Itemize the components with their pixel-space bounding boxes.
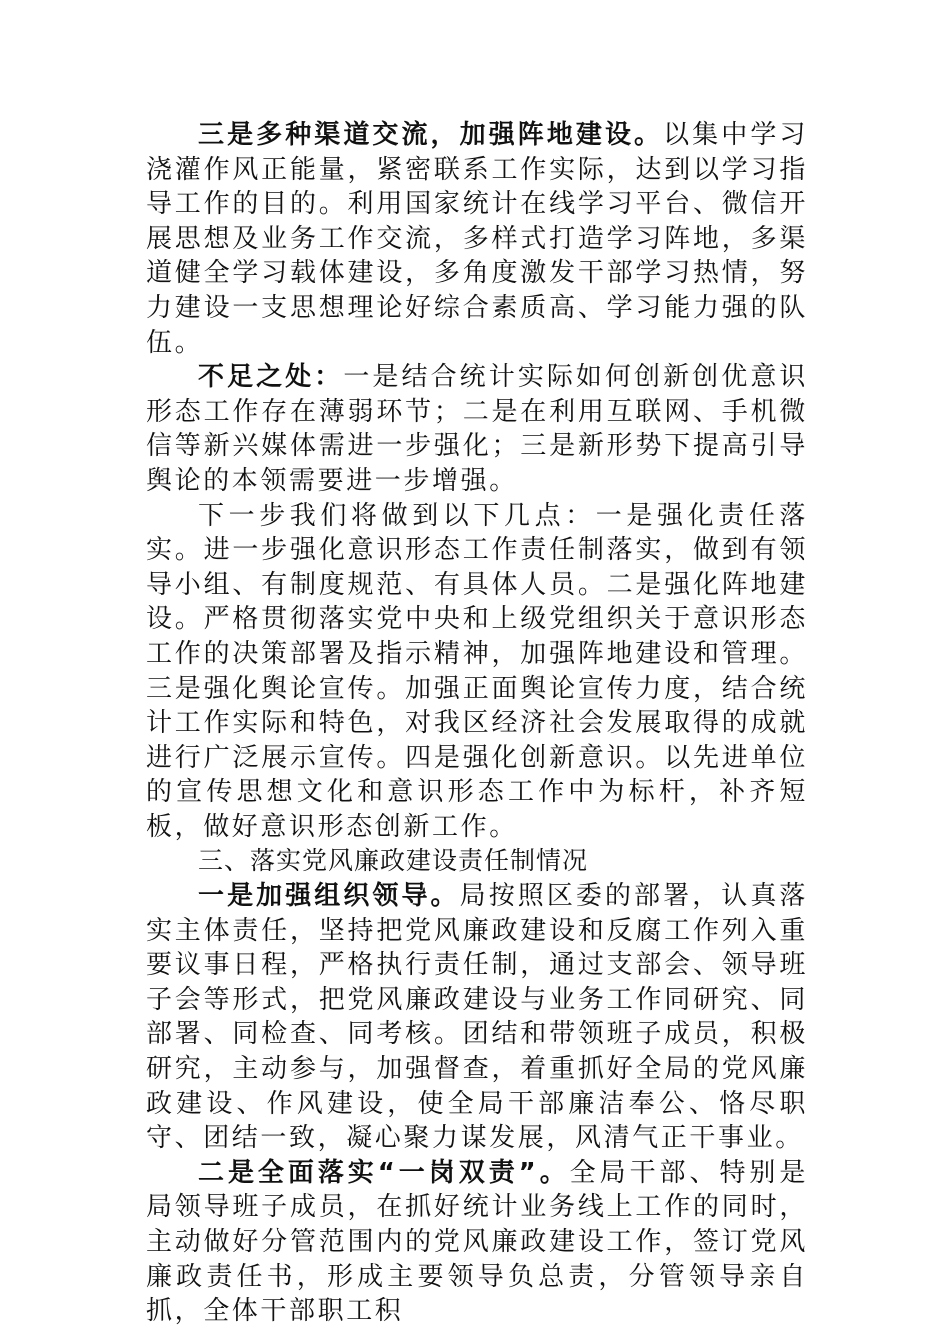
paragraph-lead: 三是多种渠道交流，加强阵地建设。 [198, 120, 664, 150]
paragraph-text: 下一步我们将做到以下几点：一是强化责任落实。进一步强化意识形态工作责任制落实，做到有领导小组、有制度规范、有具体人员。二是强化阵地建设。严格贯彻落实党中央和上级党组织关于意识形态工作的决策部署及指示精神，加强阵地建设和管理。三是强化舆论宣传。加强正面舆论宣传力度，结合统计工作实际和特色，对我区经济社会发展取得的成就进行广泛展示宣传。四是强化创新意识。以先进单位的宣传思想文化和意识形态工作中为标杆，补齐短板，做好意识形态创新工作。 [146, 500, 808, 842]
paragraph-text: 以集中学习浇灌作风正能量，紧密联系工作实际，达到以学习指导工作的目的。利用国家统计在线学习平台、微信开展思想及业务工作交流，多样式打造学习阵地，多渠道健全学习载体建设，多角度激发干部学习热情，努力建设一支思想理论好综合素质高、学习能力强的队伍。 [146, 120, 808, 358]
paragraph-dual-responsibility [146, 1156, 808, 1329]
paragraph-shortcomings [146, 360, 808, 498]
paragraph-lead: 不足之处： [198, 362, 344, 393]
paragraph-channel-exchange [146, 118, 808, 360]
paragraph-organization-leadership [146, 879, 808, 1156]
paragraph-lead: 一是加强组织领导。 [198, 881, 460, 912]
paragraph-text: 一是结合统计实际如何创新创优意识形态工作存在薄弱环节；二是在利用互联网、手机微信等新兴媒体需进一步强化；三是新形势下提高引导舆论的本领需要进一步增强。 [146, 362, 808, 496]
paragraph-text: 局按照区委的部署，认真落实主体责任，坚持把党风廉政建设和反腐工作列入重要议事日程，严格执行责任制，通过支部会、领导班子会等形式，把党风廉政建设与业务工作同研究、同部署、同检查、同考核。团结和带领班子成员，积极研究，主动参与，加强督查，着重抓好全局的党风廉政建设、作风建设，使全局干部廉洁奉公、恪尽职守、团结一致，凝心聚力谋发展，风清气正干事业。 [146, 881, 809, 1154]
section-heading: 三、落实党风廉政建设责任制情况 [198, 846, 589, 876]
document-body [146, 118, 808, 1329]
paragraph-next-steps [146, 499, 808, 845]
paragraph-lead: 二是全面落实“一岗双责”。 [198, 1157, 570, 1188]
paragraph-text: 全局干部、特别是局领导班子成员，在抓好统计业务线上工作的同时，主动做好分管范围内的党风廉政建设工作，签订党风廉政责任书，形成主要领导负总责，分管领导亲自抓，全体干部职工积 [146, 1157, 808, 1327]
